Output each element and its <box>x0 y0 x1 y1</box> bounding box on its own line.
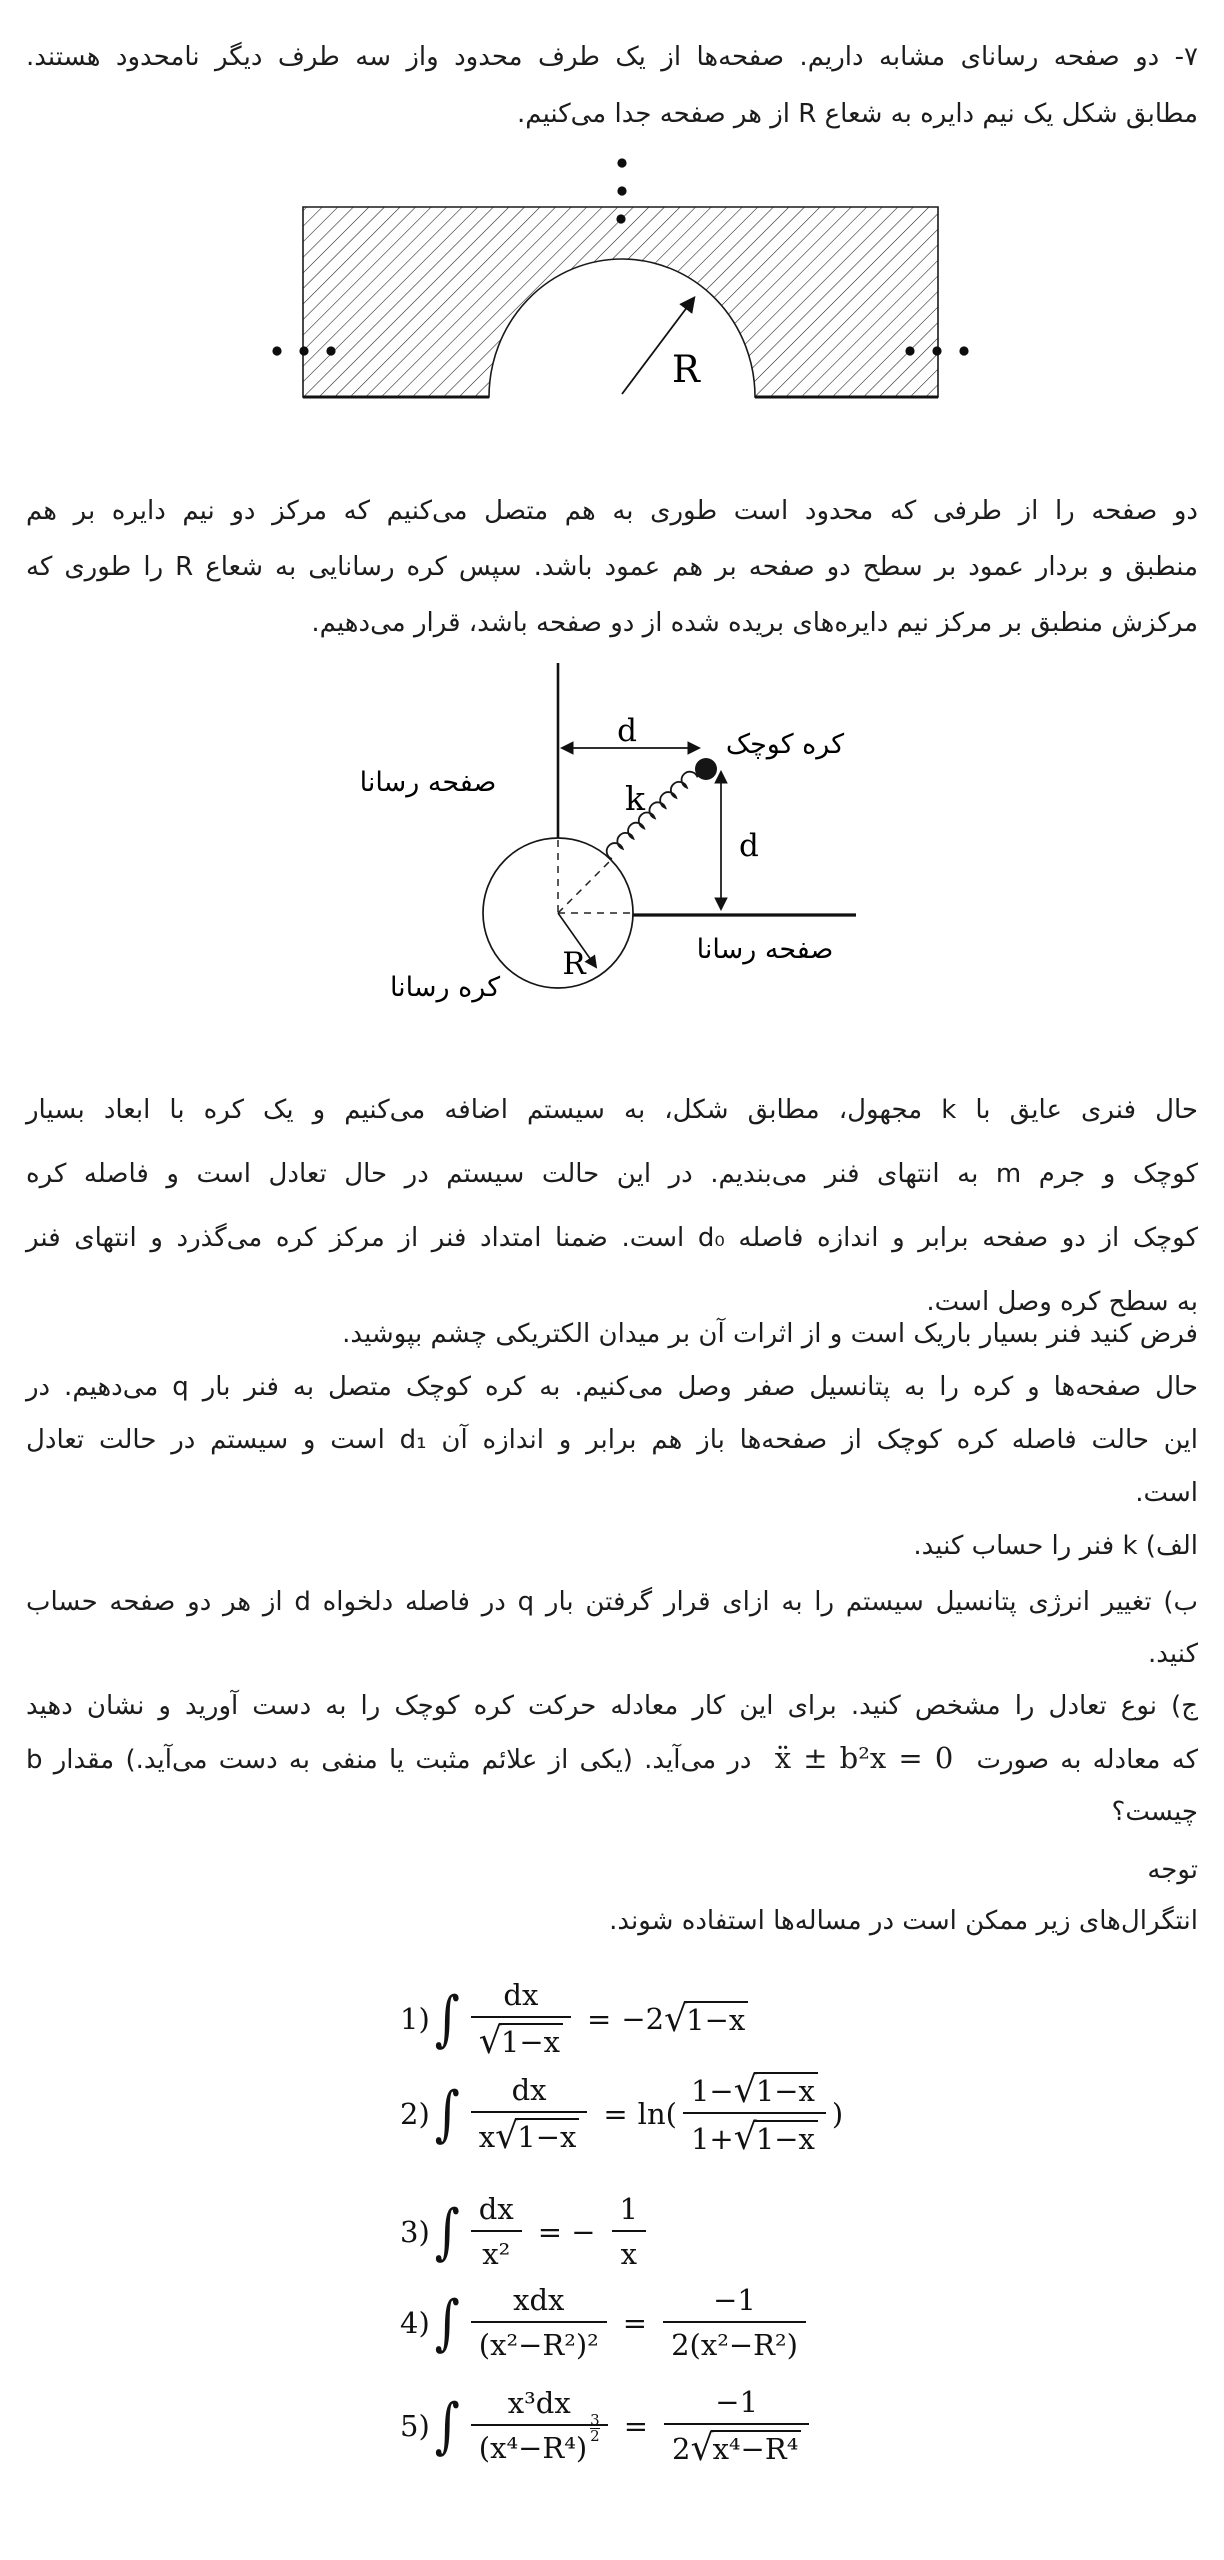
hatched-plate-shape <box>303 207 938 397</box>
denominator <box>683 2114 826 2159</box>
fraction <box>612 2192 646 2271</box>
denominator <box>471 2113 588 2158</box>
denominator: x <box>620 2237 637 2271</box>
integral-number: 4) <box>400 2305 430 2340</box>
integral-number: 2) <box>400 2096 430 2131</box>
sqrt-sign: √ <box>478 2019 502 2062</box>
text-before-formula: که معادله به صورت <box>976 1745 1199 1775</box>
small-sphere-label: کره کوچک <box>725 729 845 760</box>
fraction <box>471 2073 588 2158</box>
text-line: مرکزش منطبق بر مرکز نیم دایره‌های بریده شده از دو صفحه باشد، قرار می‌دهیم. <box>311 608 1198 638</box>
fraction <box>664 2385 809 2469</box>
numerator: dx <box>503 1978 539 2012</box>
ln-function: ln( <box>637 2096 677 2131</box>
text-line: کوچک و جرم m به انتهای فنر می‌بندیم. در این حالت سیستم در حال تعادل است و فاصله کره <box>26 1159 1198 1189</box>
text-line: این حالت فاصله کره کوچک از صفحه‌ها باز هم برابر و اندازه آن d₁ است و سیستم در حالت تعادل <box>26 1425 1198 1455</box>
fraction <box>471 2283 607 2362</box>
small-sphere-ball <box>695 758 717 780</box>
denominator: (x²−R²)² <box>478 2328 599 2362</box>
denominator <box>471 2410 608 2466</box>
sqrt-sign: √ <box>664 1996 688 2040</box>
integral-formula-3 <box>400 2192 652 2271</box>
numerator: −1 <box>713 2283 756 2317</box>
question-c-line: ج) نوع تعادل را مشخص کنید. برای این کار معادله حرکت کره کوچک را به دست آورید و نشان دهید <box>26 1691 1198 1721</box>
text-line: چیست؟ <box>1111 1797 1198 1827</box>
fraction <box>663 2283 806 2362</box>
text-line: ۷- دو صفحه رسانای مشابه داریم. صفحه‌ها از یک طرف محدود واز سه طرف دیگر نامحدود هستند. <box>26 42 1198 72</box>
numerator: xdx <box>513 2283 565 2317</box>
motion-equation-formula: ẍ ± b²x = 0 <box>774 1741 954 1775</box>
equals-sign: = <box>587 2001 612 2036</box>
paragraph-intro <box>26 29 1198 143</box>
radicand: 1−x <box>754 2072 818 2108</box>
text-line-with-formula <box>26 1732 1198 1786</box>
sqrt-sign: √ <box>733 2115 757 2159</box>
integral-number: 1) <box>400 2001 430 2036</box>
integral-formula-1 <box>400 1978 748 2062</box>
equals-sign: = <box>603 2096 628 2131</box>
question-b-line: ب) تغییر انرژی پتانسیل سیستم را به ازای قرار گرفتن بار q در فاصله دلخواه d از هر دو صفحه حساب <box>26 1587 1198 1617</box>
denominator-prefix: 1+ <box>690 2121 734 2156</box>
radicand: 1−x <box>684 2001 748 2037</box>
integral-number: 3) <box>400 2214 430 2249</box>
integral-sign: ∫ <box>434 2078 460 2149</box>
text-line: به سطح کره وصل است. <box>926 1287 1198 1317</box>
rhs-coefficient: −2 <box>621 2001 665 2036</box>
equals-sign: = <box>623 2408 649 2443</box>
paragraph-joining-plates <box>26 483 1198 651</box>
denominator <box>664 2425 809 2469</box>
paragraph-parts-b-c <box>26 1576 1198 1838</box>
text-after-formula: در می‌آید. (یکی از علائم مثبت یا منفی به دست می‌آید.) مقدار b <box>26 1745 752 1775</box>
integral-number: 5) <box>400 2408 430 2443</box>
sphere-spring-drawing <box>320 650 900 1015</box>
integral-sign: ∫ <box>434 2196 460 2267</box>
text-line: منطبق و بردار عمود بر سطح دو صفحه بر هم عمود باشد. سپس کره رسانایی به شعاع R را طوری که <box>26 552 1198 582</box>
conducting-sphere-label: کره رسانا <box>389 972 501 1003</box>
closing-paren: ) <box>831 2096 844 2131</box>
numerator: −1 <box>715 2385 759 2419</box>
integral-formula-4 <box>400 2283 812 2362</box>
numerator: dx <box>511 2073 547 2108</box>
sqrt-sign: √ <box>733 2068 757 2111</box>
note-title: توجه <box>1147 1855 1198 1885</box>
equals-minus-sign: = − <box>537 2214 596 2249</box>
spring-coil <box>607 772 698 859</box>
text-line: مطابق شکل یک نیم دایره به شعاع R از هر صفحه جدا می‌کنیم. <box>517 99 1198 129</box>
radicand: 1−x <box>499 2023 563 2059</box>
numerator <box>683 2068 826 2112</box>
note-block <box>26 1845 1198 1947</box>
paragraph-spring-setup <box>26 1078 1198 1334</box>
text-line: است. <box>1135 1478 1198 1508</box>
denominator <box>471 2018 571 2062</box>
sqrt-sign: √ <box>495 2114 519 2158</box>
paragraph-charge-and-part-a <box>26 1308 1198 1573</box>
exponent-three-halves <box>590 2410 600 2446</box>
text-line: کوچک از دو صفحه برابر و اندازه فاصله d₀ است. ضمنا امتداد فنر از مرکز کره می‌گذرد و انتهای فنر <box>26 1223 1198 1253</box>
radicand: 1−x <box>754 2120 818 2156</box>
denominator: 2(x²−R²) <box>671 2328 798 2362</box>
sphere-radius-label: R <box>562 946 586 982</box>
equals-sign: = <box>622 2305 648 2340</box>
numerator: 1 <box>619 2192 638 2226</box>
denominator-base: (x⁴−R⁴) <box>478 2431 588 2466</box>
text-line: دو صفحه را از طرفی که محدود است طوری به هم متصل می‌کنیم که مرکز دو نیم دایره بر هم <box>26 496 1198 526</box>
distance-d-right-label: d <box>739 828 759 864</box>
exponent-numerator: 3 <box>590 2410 600 2429</box>
text-line: کنید. <box>1148 1639 1198 1669</box>
denominator: x² <box>482 2237 511 2271</box>
integral-sign: ∫ <box>434 1983 460 2054</box>
left-plate-label: صفحه رسانا <box>359 767 497 798</box>
denominator-prefix: 2 <box>672 2432 691 2467</box>
fraction <box>683 2068 826 2159</box>
integral-sign: ∫ <box>434 2287 460 2358</box>
integral-sign: ∫ <box>434 2390 460 2461</box>
denominator-prefix: x <box>478 2120 496 2155</box>
integral-formula-2 <box>400 2068 844 2159</box>
exponent-denominator: 2 <box>590 2427 600 2446</box>
text-line: فرض کنید فنر بسیار باریک است و از اثرات آن بر میدان الکتریکی چشم بپوشید. <box>342 1319 1198 1349</box>
bottom-plate-label: صفحه رسانا <box>696 934 834 965</box>
radicand: 1−x <box>515 2118 579 2154</box>
sqrt-sign: √ <box>690 2426 714 2469</box>
integral-formula-5 <box>400 2385 815 2469</box>
radicand: x⁴−R⁴ <box>711 2430 802 2466</box>
fraction <box>471 2192 522 2271</box>
numerator: dx <box>478 2192 514 2226</box>
numerator: x³dx <box>507 2386 571 2421</box>
numerator-prefix: 1− <box>690 2074 734 2109</box>
question-a-line: الف) k فنر را حساب کنید. <box>913 1531 1198 1561</box>
text-line: حال صفحه‌ها و کره را به پتانسیل صفر وصل می‌کنیم. به کره کوچک متصل به فنر بار q می‌دهیم. در <box>26 1372 1199 1402</box>
fraction <box>471 1978 571 2062</box>
note-body: انتگرال‌های زیر ممکن است در مساله‌ها استفاده شوند. <box>609 1906 1198 1936</box>
distance-d-top-label: d <box>617 713 637 749</box>
spring-constant-label: k <box>625 779 645 818</box>
fraction <box>471 2386 608 2465</box>
text-line: حال فنری عایق با k مجهول، مطابق شکل، به سیستم اضافه می‌کنیم و یک کره با ابعاد بسیار <box>26 1095 1198 1125</box>
radius-label: R <box>672 348 700 391</box>
plate-semicircle-drawing <box>250 140 990 415</box>
